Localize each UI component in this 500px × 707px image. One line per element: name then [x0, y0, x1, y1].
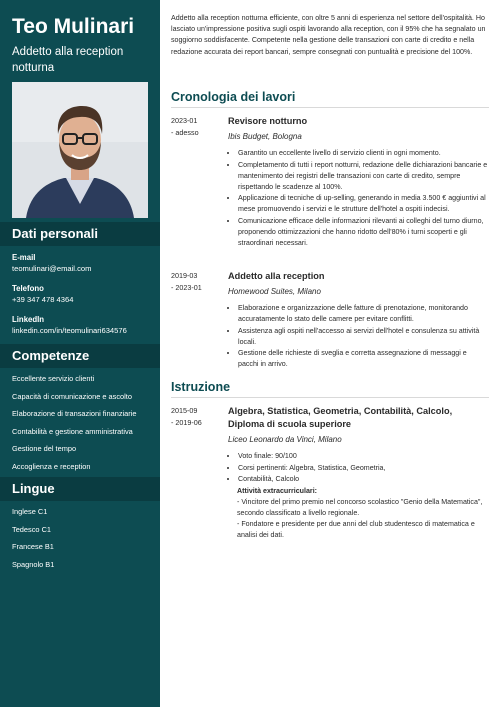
skill-item: Gestione del tempo	[12, 444, 77, 454]
extracurricular-heading: Attività extracurriculari:	[237, 486, 318, 495]
language-item: Tedesco C1	[12, 524, 52, 534]
job-employer: Ibis Budget, Bologna	[228, 132, 302, 141]
personal-data	[12, 252, 158, 345]
candidate-name: Teo Mulinari	[12, 15, 135, 38]
extracurricular-item: - Fondatore e presidente per due anni del club studentesco di matematica e analisi dei dati.	[237, 520, 475, 540]
skill-item: Contabilità e gestione amministrativa	[12, 426, 133, 436]
profile-photo	[12, 82, 148, 218]
job-bullet: • Assistenza agli ospiti nell'accesso ai servizi dell'hotel e consulenza su attività locali.	[238, 326, 489, 348]
job-dates	[171, 115, 223, 139]
education-heading: Istruzione	[171, 380, 489, 398]
candidate-title: Addetto alla reception notturna	[12, 46, 124, 74]
languages-heading: Lingue	[0, 477, 160, 501]
profile-summary: Addetto alla reception notturna efficiente, con oltre 5 anni di esperienza nel settore dell'ospitalità. Ho lasciato un'impressione positiva sugli ospiti lavorando alla reception, con il 95% che ha segnalato un soggiorno soddisfacente. Competente nella gestione delle transazioni con carte di credito e nella redazione accurata dei report bancari, sempre consegnati con puntualità e precisione del 100%.	[171, 14, 486, 56]
language-item: Francese B1	[12, 542, 54, 552]
skill-item: Eccellente servizio clienti	[12, 374, 95, 383]
work-history-heading: Cronologia dei lavori	[171, 90, 489, 108]
job-title: Revisore notturno	[228, 116, 308, 126]
main-content	[171, 0, 489, 540]
education-body	[228, 405, 489, 541]
job-body	[228, 270, 489, 371]
phone-value: +39 347 478 4364	[12, 295, 74, 304]
job-bullet: • Elaborazione e organizzazione delle fatture di prenotazione, monitorando accuratamente lo stato delle camere per evitare conflitti.	[238, 303, 489, 325]
email-label: E-mail	[12, 253, 36, 262]
language-item: Inglese C1	[12, 507, 48, 516]
job-bullets	[228, 303, 489, 371]
job-dates	[171, 270, 223, 294]
extracurricular	[228, 486, 489, 541]
job-body	[228, 115, 489, 250]
sidebar	[0, 0, 160, 707]
job-bullet: • Garantito un eccellente livello di servizio clienti in ogni momento.	[238, 148, 489, 159]
portrait-image	[12, 82, 148, 218]
education-bullet: • Corsi pertinenti: Algebra, Statistica, Geometria,	[238, 463, 489, 474]
skill-item: Capacità di comunicazione e ascolto	[12, 391, 132, 401]
email-value: teomulinari@email.com	[12, 264, 92, 273]
education-bullet: • Voto finale: 90/100	[238, 451, 489, 462]
education-title: Algebra, Statistica, Geometria, Contabilità, Calcolo, Diploma di scuola superiore	[228, 406, 453, 429]
job-employer: Homewood Suites, Milano	[228, 287, 321, 296]
job-date-start: 2019-03	[171, 271, 198, 280]
job-bullet: • Comunicazione efficace delle informazioni rilevanti ai colleghi del turno diurno, proponendo ottimizzazioni che hanno ridotto dell'80% i turni scoperti e gli straordinari necessari.	[238, 216, 489, 249]
education-dates	[171, 405, 223, 429]
language-item: Spagnolo B1	[12, 559, 55, 569]
education-date-end: - 2019-06	[171, 418, 202, 427]
education-bullets	[228, 451, 489, 485]
job-date-end: - 2023-01	[171, 283, 202, 292]
job-date-start: 2023-01	[171, 116, 198, 125]
skill-item: Accoglienza e reception	[12, 461, 91, 471]
skills-list	[12, 374, 158, 480]
job-date-end: - adesso	[171, 128, 199, 137]
skills-heading: Competenze	[0, 344, 160, 368]
job-bullet: • Applicazione di tecniche di up-selling, generando in media 3.500 € aggiuntivi al mese promuovendo i servizi e le strutture dell'hotel a ospiti indecisi.	[238, 193, 489, 215]
phone-label: Telefono	[12, 284, 44, 293]
job-bullets	[228, 148, 489, 249]
skill-item: Elaborazione di transazioni finanziarie	[12, 409, 137, 419]
extracurricular-item: - Vincitore del primo premio nel concorso scolastico "Genio della Matematica", secondo classificato a livello regionale.	[237, 497, 483, 517]
education-school: Liceo Leonardo da Vinci, Milano	[228, 435, 342, 444]
education-bullet: • Contabilità, Calcolo	[238, 474, 489, 485]
languages-list	[12, 507, 158, 577]
linkedin-value: linkedin.com/in/teomulinari634576	[12, 326, 127, 335]
linkedin-label: LinkedIn	[12, 315, 45, 324]
personal-data-heading: Dati personali	[0, 222, 160, 246]
job-title: Addetto alla reception	[228, 271, 325, 281]
education-date-start: 2015-09	[171, 406, 198, 415]
job-bullet: • Gestione delle richieste di sveglia e corretta assegnazione di messaggi e pacchi in arrivo.	[238, 348, 489, 370]
job-bullet: • Completamento di tutti i report notturni, redazione delle dichiarazioni bancarie e mantenimento dei registri delle transazioni con carte di credito, sempre rispettando le scadenze al 100%.	[238, 160, 489, 193]
